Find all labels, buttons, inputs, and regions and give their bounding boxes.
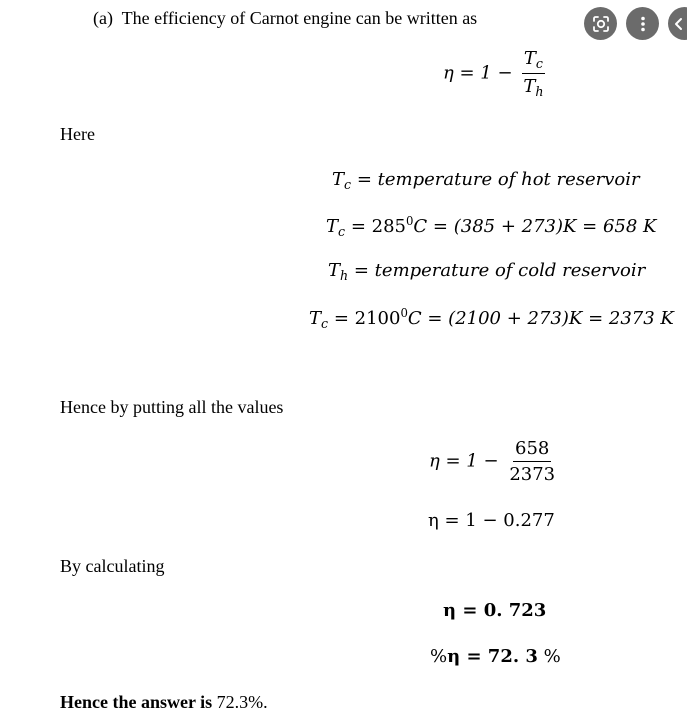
chevron-left-icon (669, 14, 687, 34)
final-answer (60, 692, 268, 713)
efficiency-formula (443, 48, 545, 99)
here-label: Here (60, 124, 95, 144)
final-answer-value: 72.3%. (212, 692, 268, 712)
more-vert-icon (633, 14, 653, 34)
efficiency-lhs: η = 1 − (443, 62, 513, 84)
fraction-numerator: $T_c$ (522, 48, 545, 74)
numeric-numerator: 658 (513, 438, 551, 462)
more-options-button[interactable] (626, 7, 659, 40)
intermediate-result: η = 1 − 0.277 (428, 510, 555, 531)
efficiency-result: η = 0. 723 (443, 600, 547, 621)
google-lens-button[interactable] (584, 7, 617, 40)
substituted-formula: η = 1 − $\frac{658}{2373}$ (429, 438, 556, 485)
question-label: (a) (93, 8, 113, 28)
definition-hot-reservoir: $T_c$ = temperature of hot reservoir (332, 169, 640, 192)
definition-cold-reservoir: $T_h$ = temperature of cold reservoir (328, 260, 646, 283)
numeric-fraction (507, 438, 557, 485)
temperature-fraction (521, 48, 545, 99)
question-text: The efficiency of Carnot engine can be written as (121, 8, 478, 28)
calculation-label: By calculating (60, 556, 165, 576)
cold-temperature-value: $T_c = 2100^0C = (2100 + 273)K = 2373$ K (309, 306, 674, 331)
efficiency-percent-result: %η = 72. 3 % (430, 646, 561, 667)
question-heading (93, 8, 477, 29)
side-panel-toggle-button[interactable] (668, 7, 687, 40)
numeric-denominator: 2373 (509, 464, 556, 485)
fraction-denominator: $T_h$ (523, 75, 544, 99)
final-answer-text: Hence the answer is (60, 692, 213, 712)
hot-temperature-value: $T_c = 285^0C = (385 + 273)K = 658$ K (326, 214, 657, 239)
substitution-label: Hence by putting all the values (60, 397, 284, 417)
google-lens-icon (591, 14, 611, 34)
